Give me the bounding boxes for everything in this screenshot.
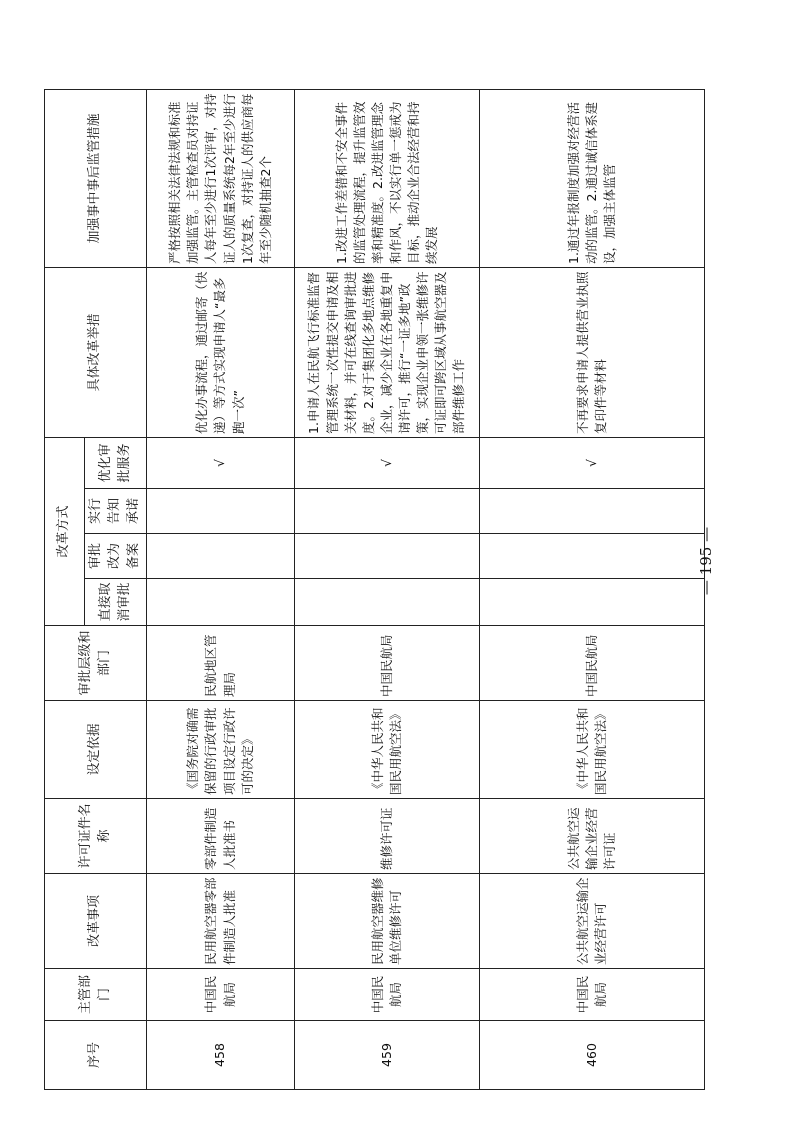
cell-basis: 《国务院对确需保留的行政审批项目设定行政许可的决定》 xyxy=(147,701,295,799)
header-basis: 设定依据 xyxy=(45,701,147,799)
table-row xyxy=(295,89,480,1089)
cell-basis: 《中华人民共和国民用航空法》 xyxy=(295,701,480,799)
header-seq: 序号 xyxy=(45,1021,147,1090)
cell-item: 公共航空运输企业经营许可 xyxy=(480,874,705,969)
cell-method-cancel xyxy=(147,579,295,626)
table-row xyxy=(480,89,705,1089)
cell-license: 零部件制造人批准书 xyxy=(147,799,295,874)
cell-method-cancel xyxy=(295,579,480,626)
page-number: — 195 — xyxy=(697,526,715,596)
cell-dept: 中国民航局 xyxy=(295,969,480,1021)
header-method-notify: 实行告知承诺 xyxy=(85,489,147,534)
reform-table xyxy=(44,89,705,1090)
cell-method-filing xyxy=(480,534,705,579)
cell-item: 民用航空器维修单位维修许可 xyxy=(295,874,480,969)
cell-basis: 《中华人民共和国民用航空法》 xyxy=(480,701,705,799)
cell-level: 中国民航局 xyxy=(480,626,705,701)
cell-measures: 1.申请人在民航飞行标准监督管理系统一次性提交申请及相关材料，并可在线查询审批进度。2.对于集团化多地点维修企业，减少企业在各地重复申请许可，推行“一证多地”政策，实现企业申领一张维修许可证即可跨区域从事航空器及部件维修工作 xyxy=(295,267,480,437)
header-item: 改革事项 xyxy=(45,874,147,969)
cell-method-filing xyxy=(295,534,480,579)
table-row xyxy=(147,89,295,1089)
header-supervision: 加强事中事后监管措施 xyxy=(45,89,147,267)
cell-method-optimize: √ xyxy=(295,437,480,488)
cell-method-cancel xyxy=(480,579,705,626)
header-method-cancel: 直接取消审批 xyxy=(85,579,147,626)
header-level: 审批层级和部门 xyxy=(45,626,147,701)
cell-supervision: 严格按照相关法律法规和标准加强监管。主管检查员对持证人每年至少进行1次评审，对持证人的质量系统每2年至少进行1次复查，对持证人的供应商每年至少随机抽查2个 xyxy=(147,89,295,267)
cell-seq: 459 xyxy=(295,1021,480,1090)
cell-license: 公共航空运输企业经营许可证 xyxy=(480,799,705,874)
cell-seq: 458 xyxy=(147,1021,295,1090)
cell-seq: 460 xyxy=(480,1021,705,1090)
header-dept: 主管部门 xyxy=(45,969,147,1021)
cell-method-notify xyxy=(480,489,705,534)
cell-item: 民用航空器零部件制造人批准 xyxy=(147,874,295,969)
cell-method-filing xyxy=(147,534,295,579)
rotated-page xyxy=(44,90,704,1090)
cell-measures: 优化办事流程，通过邮寄（快递）等方式实现申请人“最多跑一次” xyxy=(147,267,295,437)
cell-supervision: 1.通过年报制度加强对经营活动的监管。2.通过诚信体系建设，加强主体监管 xyxy=(480,89,705,267)
header-method: 改革方式 xyxy=(45,437,85,625)
cell-dept: 中国民航局 xyxy=(147,969,295,1021)
cell-measures: 不再要求申请人提供营业执照复印件等材料 xyxy=(480,267,705,437)
cell-method-notify xyxy=(295,489,480,534)
cell-method-notify xyxy=(147,489,295,534)
header-license: 许可证件名称 xyxy=(45,799,147,874)
header-method-optimize: 优化审批服务 xyxy=(85,437,147,488)
cell-level: 中国民航局 xyxy=(295,626,480,701)
header-method-filing: 审批改为备案 xyxy=(85,534,147,579)
cell-level: 民航地区管理局 xyxy=(147,626,295,701)
cell-dept: 中国民航局 xyxy=(480,969,705,1021)
cell-method-optimize: √ xyxy=(147,437,295,488)
cell-license: 维修许可证 xyxy=(295,799,480,874)
header-measures: 具体改革举措 xyxy=(45,267,147,437)
cell-method-optimize: √ xyxy=(480,437,705,488)
cell-supervision: 1.改进工作差错和不安全事件的监管处理流程，提升监管效率和精准度。2.改进监管理念和作风，不以实行单一惩戒为目标，推动企业合法经营和持续发展 xyxy=(295,89,480,267)
